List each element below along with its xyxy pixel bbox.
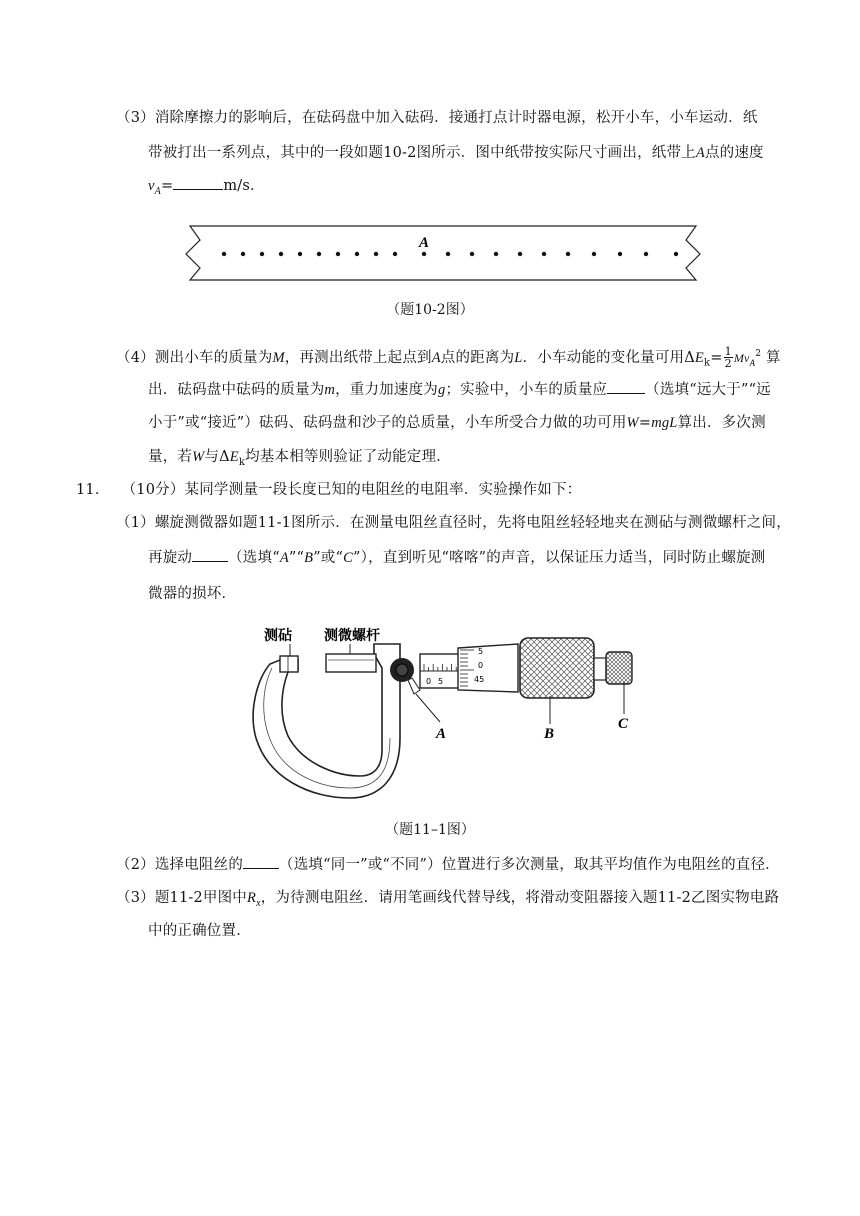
spindle: [326, 654, 376, 672]
svg-text:0: 0: [478, 661, 484, 670]
q10-4-line2: 出．砝码盘中砝码的质量为m，重力加速度为g；实验中，小车的质量应 （选填“远大于”“远: [148, 379, 771, 401]
label-c: C: [618, 716, 629, 732]
tape-dot: [446, 252, 450, 256]
q10-3-line1: （3）消除摩擦力的影响后，在砝码盘中加入砝码．接通打点计时器电源，松开小车，小车运动．纸: [116, 110, 758, 126]
label-anvil: 测砧: [264, 628, 292, 644]
tape-dot: [674, 252, 678, 256]
tape-dot: [317, 252, 321, 256]
tape-dot: [279, 252, 283, 256]
q11-1-line2: 再旋动 （选填“A”“B”或“C”），直到听见“喀喀”的声音，以保证压力适当，同时防止螺旋测: [148, 547, 766, 569]
thimble: [458, 644, 518, 692]
q10-4-line3: 小于”或“接近”）砝码、砝码盘和沙子的总质量，小车所受合力做的功可用W=mgL算出．多次测: [148, 415, 766, 431]
q10-4-line4: 量，若W与$\Delta E_k$均基本相等则验证了动能定理．: [148, 449, 451, 468]
tape-dot: [336, 252, 340, 256]
label-a: A: [436, 726, 447, 742]
answer-blank-position[interactable]: [243, 854, 279, 869]
fraction-one-half: $\frac{1}{2}$: [724, 345, 732, 371]
tape-dot: [355, 252, 359, 256]
label-b: B: [544, 726, 555, 742]
label-spindle: 测微螺杆: [324, 628, 380, 644]
figure-caption-11-1: （题11–1图）: [385, 822, 475, 838]
ratchet-knob-c: [606, 652, 632, 684]
tape-dot: [374, 252, 378, 256]
tape-dot: [566, 252, 570, 256]
q10-3-line2: 带被打出一系列点，其中的一段如题10-2图所示．图中纸带按实际尺寸画出，纸带上A点的速度: [148, 145, 764, 161]
paper-tape-figure: [180, 218, 712, 288]
tape-dot: [298, 252, 302, 256]
tape-dot: [241, 252, 245, 256]
figure-caption-10-2: （题10-2图）: [386, 302, 474, 318]
answer-blank-knob[interactable]: [192, 547, 228, 562]
answer-blank-mass[interactable]: [607, 379, 645, 394]
answer-blank-velocity[interactable]: [173, 175, 223, 190]
q11-stem: 11． （10分）某同学测量一段长度已知的电阻丝的电阻率．实验操作如下：: [76, 482, 582, 498]
micrometer-figure: [240, 618, 680, 818]
q11-1-line1: （1）螺旋测微器如题11-1图所示．在测量电阻丝直径时，先将电阻丝轻轻地夹在测砧与测微螺杆之间，: [116, 515, 791, 531]
tape-label-a: A: [419, 235, 430, 251]
tape-dot: [592, 252, 596, 256]
tape-dot: [393, 252, 397, 256]
q11-2-line: （2）选择电阻丝的 （选填“同一”或“不同”）位置进行多次测量，取其平均值作为电阻丝的直径．: [116, 854, 780, 876]
svg-text:0: 0: [426, 677, 432, 686]
q10-3-line3: $v_A= m/s$．: [148, 175, 265, 203]
tape-dots: [222, 252, 678, 256]
tape-dot: [644, 252, 648, 256]
tape-dot: [542, 252, 546, 256]
svg-text:45: 45: [474, 675, 485, 684]
q11-1-line3: 微器的损坏．: [148, 586, 237, 602]
q11-3-line2: 中的正确位置．: [148, 923, 251, 939]
tape-dot: [260, 252, 264, 256]
anvil: [280, 656, 298, 672]
q10-4-line1: （4）测出小车的质量为M，再测出纸带上起点到A点的距离为L．小车动能的变化量可用$\Delta E_k=$ $\frac{1}{2}$ $Mv_A^2$ 算: [116, 345, 781, 371]
tape-dot: [470, 252, 474, 256]
tape-dot: [222, 252, 226, 256]
tape-dot: [422, 252, 426, 256]
q11-3-line1: （3）题11-2甲图中$R_x$，为待测电阻丝．请用笔画线代替导线，将滑动变阻器接入题11-2乙图实物电路: [116, 890, 780, 909]
svg-text:5: 5: [478, 647, 484, 656]
tape-dot: [518, 252, 522, 256]
knurled-thimble-b: [520, 638, 594, 698]
svg-text:5: 5: [438, 677, 444, 686]
tape-dot: [618, 252, 622, 256]
tape-dot: [494, 252, 498, 256]
